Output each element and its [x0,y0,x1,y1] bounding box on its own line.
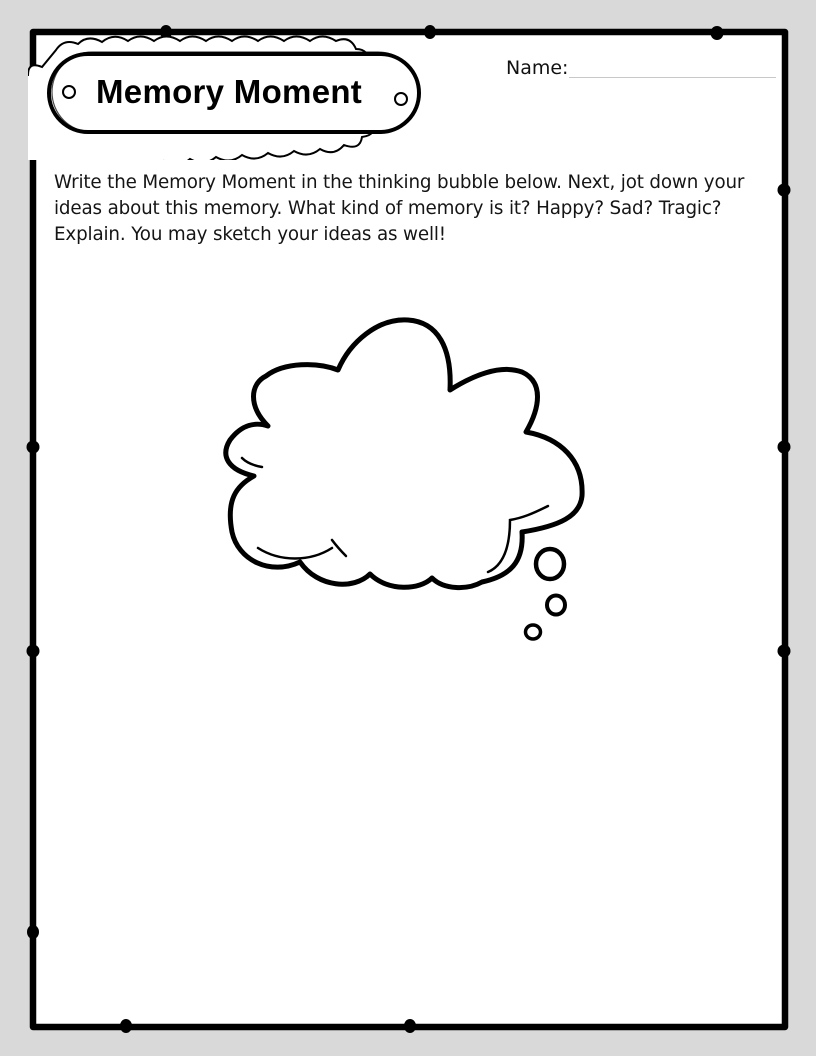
worksheet-title: Memory Moment [96,73,363,110]
name-input-line[interactable] [569,77,776,78]
instructions-text: Write the Memory Moment in the thinking bubble below. Next, jot down your ideas about this memory. What kind of memory is it? Happy? Sad? Tragic? Explain. You may sketch your ideas as well! [54,172,745,245]
name-label: Name: [506,57,569,79]
ideas-writing-area[interactable] [40,670,780,1020]
name-field-row [506,54,776,80]
thought-bubble-icon[interactable] [210,300,600,660]
